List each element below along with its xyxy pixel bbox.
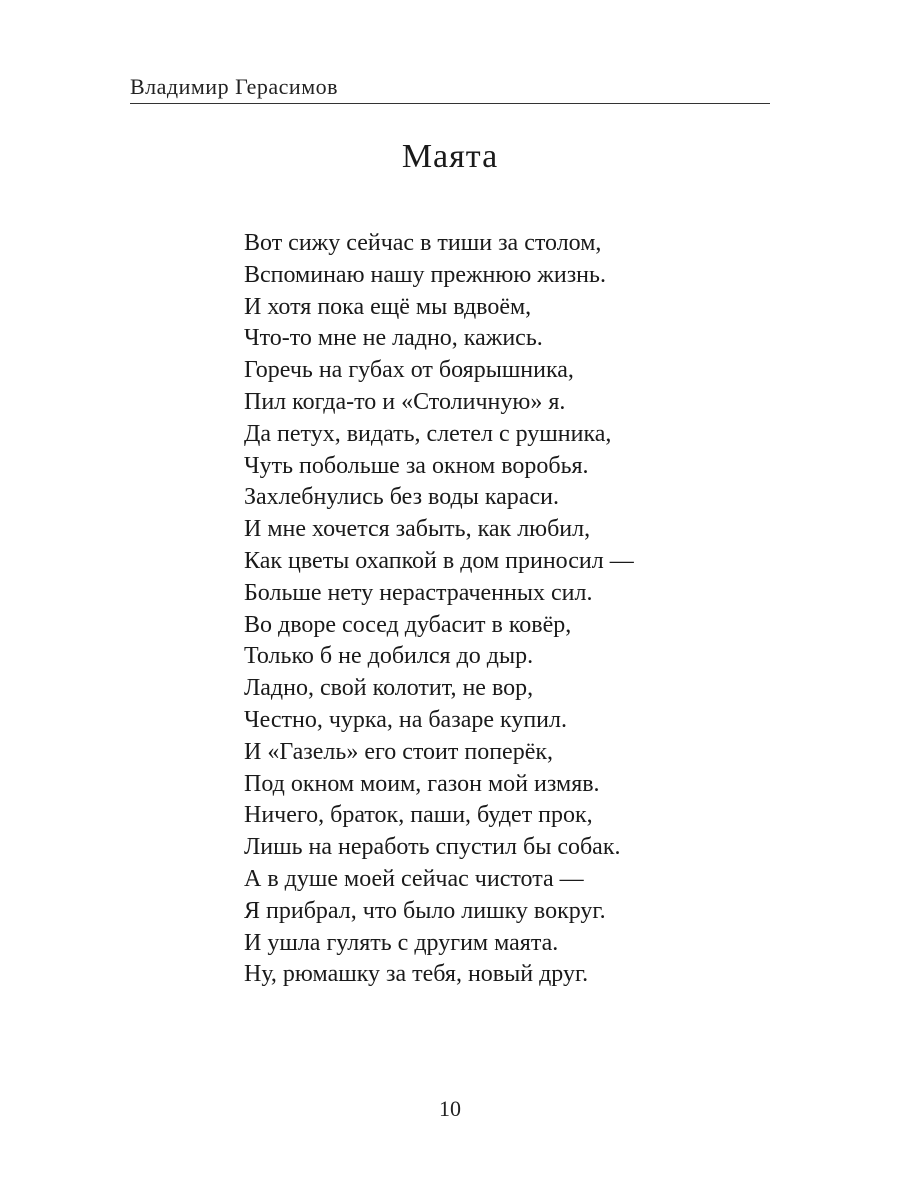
poem-line: Чуть побольше за окном воробья. [244,452,589,479]
poem-line: Только б не добился до дыр. [244,643,534,670]
running-head-author: Владимир Герасимов [130,74,338,99]
poem-line: Что-то мне не ладно, кажись. [244,325,543,352]
poem-line: Во дворе сосед дубасит в ковёр, [244,611,572,638]
poem-body [244,228,634,991]
poem-line: Лишь на неработь спустил бы собак. [244,834,621,861]
poem-line: И «Газель» его стоит поперёк, [244,738,554,765]
poem-line: Я прибрал, что было лишку вокруг. [244,897,606,924]
poem-line: Ладно, свой колотит, не вор, [244,675,534,702]
poem-line: Ничего, браток, паши, будет прок, [244,802,593,829]
poem-line: Горечь на губах от боярышника, [244,357,574,384]
poem-line: И хотя пока ещё мы вдвоём, [244,293,532,320]
poem-line: Больше нету нерастраченных сил. [244,579,593,606]
poem-title: Маята [401,138,499,175]
poem-line: Захлебнулись без воды караси. [244,484,559,511]
poem-line: Под окном моим, газон мой измяв. [244,770,600,797]
poem-line: Вот сижу сейчас в тиши за столом, [244,230,602,256]
poem-line: Честно, чурка, на базаре купил. [244,706,567,733]
poem-line: Как цветы охапкой в дом приносил — [244,547,634,574]
poem-line: Пил когда-то и «Столичную» я. [244,388,566,415]
poem-line: Ну, рюмашку за тебя, новый друг. [244,961,589,988]
poem-line: И ушла гулять с другим маята. [244,929,559,956]
poem-line: А в душе моей сейчас чистота — [244,865,584,892]
header-rule [130,103,770,104]
page-number: 10 [439,1096,461,1121]
poem-line: Да петух, видать, слетел с рушника, [244,420,612,447]
poem-line: И мне хочется забыть, как любил, [244,516,591,543]
poem-line: Вспоминаю нашу прежнюю жизнь. [244,261,606,288]
